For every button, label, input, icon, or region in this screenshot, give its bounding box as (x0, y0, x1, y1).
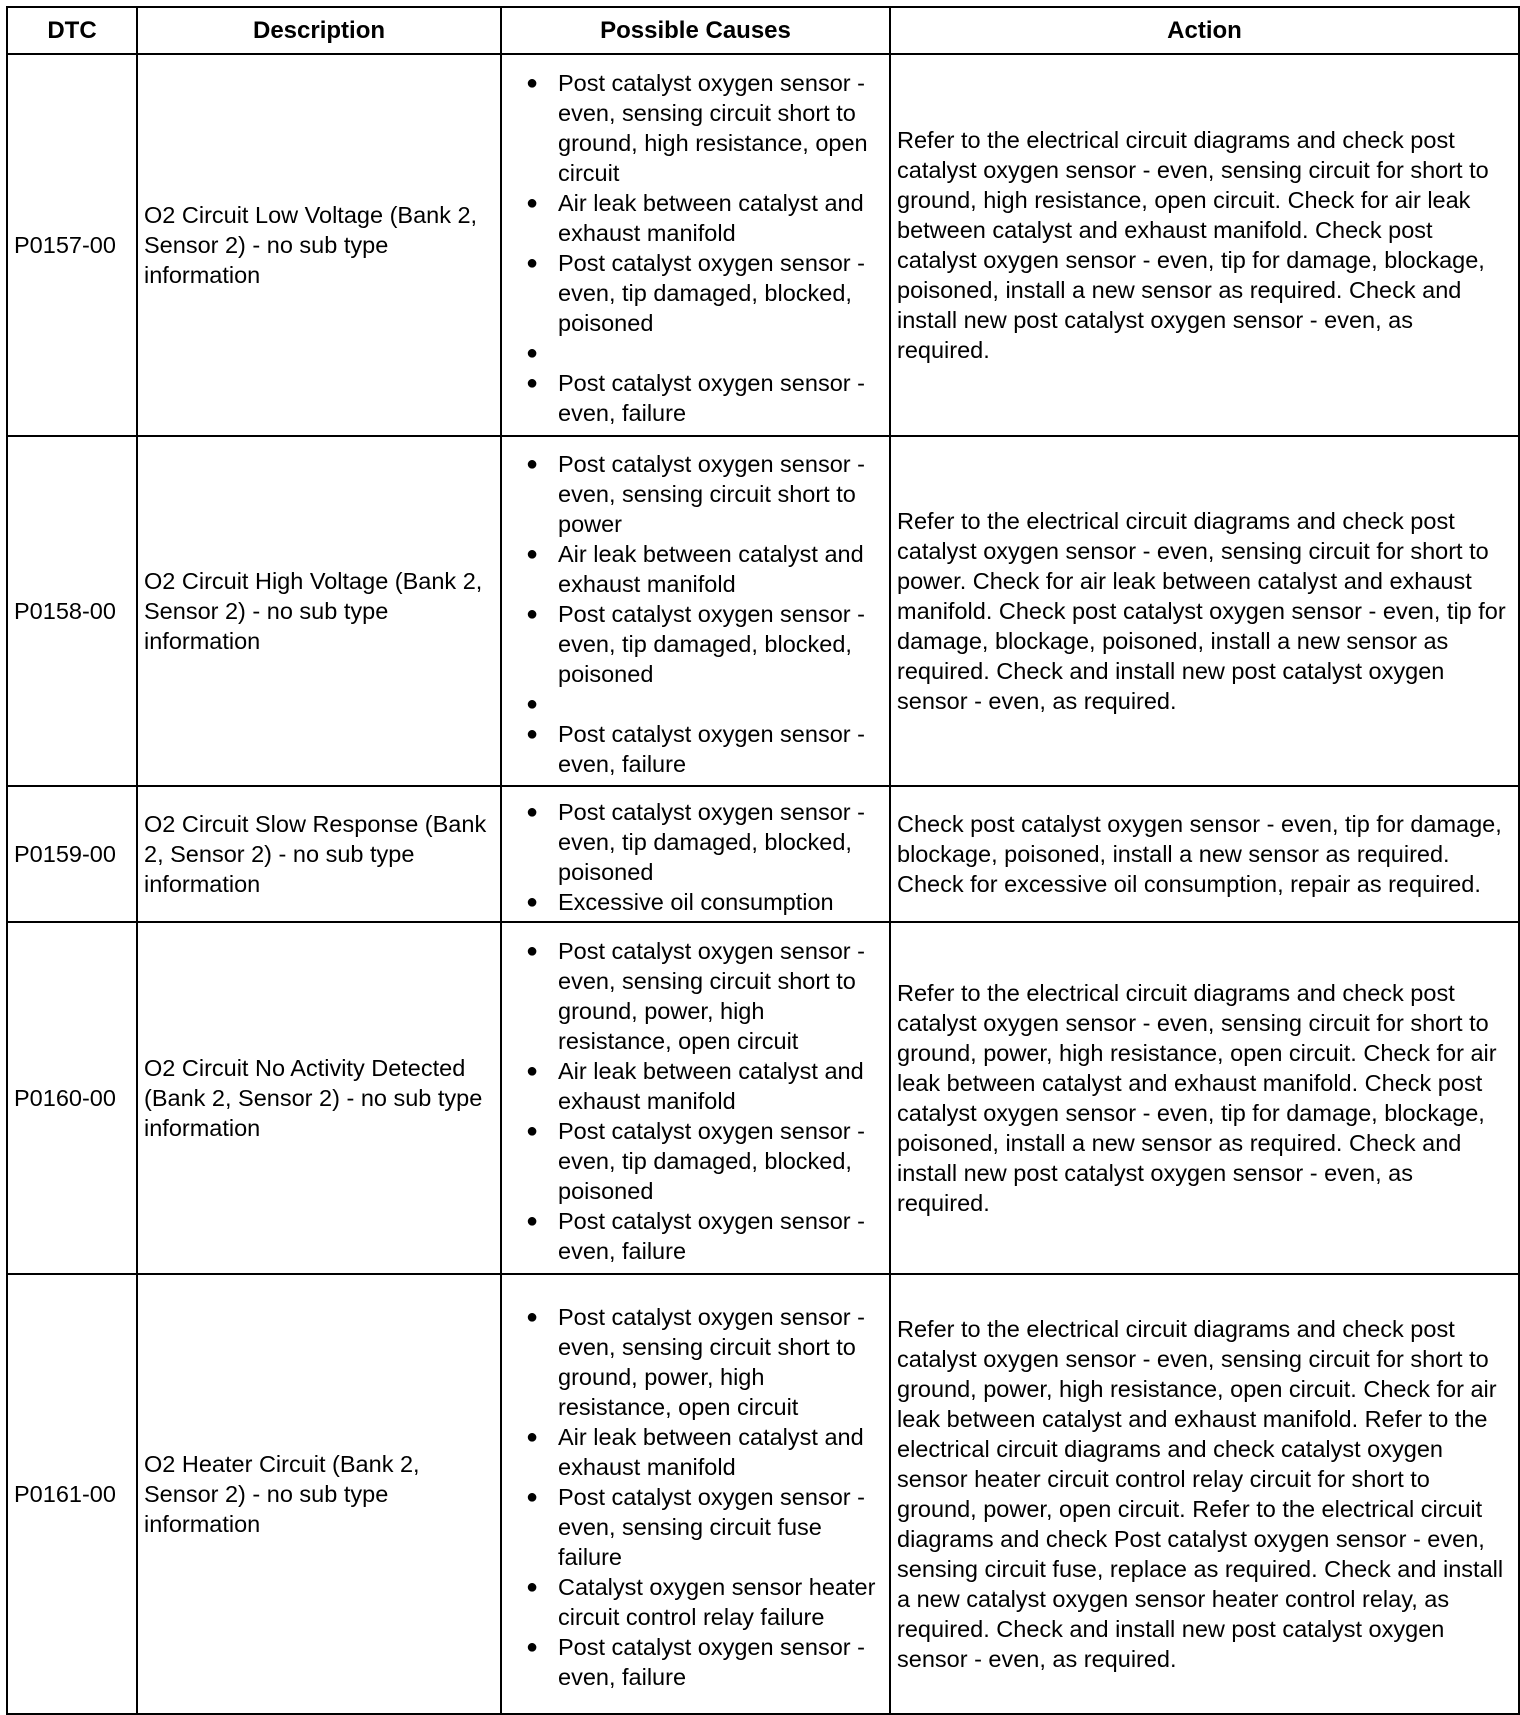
description-cell: O2 Circuit Slow Response (Bank 2, Sensor 2) - no sub type information (137, 786, 501, 922)
header-dtc: DTC (7, 7, 137, 54)
cause-item: ● Post catalyst oxygen sensor - even, tip damaged, blocked, poisoned (508, 797, 883, 887)
causes-list (508, 1294, 883, 1694)
dtc-code: P0160-00 (7, 922, 137, 1274)
causes-list (508, 60, 883, 430)
description-cell: O2 Circuit High Voltage (Bank 2, Sensor 2) - no sub type information (137, 436, 501, 786)
table-row (7, 786, 1519, 922)
dtc-code: P0158-00 (7, 436, 137, 786)
cause-item: ● Excessive oil consumption (508, 887, 883, 917)
table-row (7, 54, 1519, 436)
cause-item: ● Post catalyst oxygen sensor - even, failure (508, 719, 883, 779)
action-cell: Refer to the electrical circuit diagrams and check post catalyst oxygen sensor - even, sensing circuit for short to ground, power, high resistance, open circuit. Check for air leak between catalyst and exhaust manifold. Refer to the electrical circuit diagrams and check catalyst oxygen sensor heater circuit control relay circuit for short to ground, power, open circuit. Refer to the electrical circuit diagrams and check Post catalyst oxygen sensor - even, sensing circuit fuse, replace as required. Check and install a new catalyst oxygen sensor heater control relay, as required. Check and install new post catalyst oxygen sensor - even, as required. (890, 1274, 1519, 1714)
cause-item (508, 689, 883, 719)
cause-item (508, 338, 883, 368)
description-cell: O2 Heater Circuit (Bank 2, Sensor 2) - no sub type information (137, 1274, 501, 1714)
action-cell: Refer to the electrical circuit diagrams and check post catalyst oxygen sensor - even, sensing circuit for short to power. Check for air leak between catalyst and exhaust manifold. Check post catalyst oxygen sensor - even, tip for damage, blockage, poisoned, install a new sensor as required. Check and install new post catalyst oxygen sensor - even, as required. (890, 436, 1519, 786)
table-header (7, 7, 1519, 54)
header-row (7, 7, 1519, 54)
causes-cell (501, 1274, 890, 1714)
header-possible-causes: Possible Causes (501, 7, 890, 54)
cause-item: ● Post catalyst oxygen sensor - even, failure (508, 368, 883, 428)
cause-item: ● Post catalyst oxygen sensor - even, sensing circuit short to ground, power, high resistance, open circuit (508, 936, 883, 1056)
cause-item: ● Post catalyst oxygen sensor - even, sensing circuit short to ground, power, high resistance, open circuit (508, 1302, 883, 1422)
table-row (7, 436, 1519, 786)
cause-item: ● Post catalyst oxygen sensor - even, sensing circuit short to ground, high resistance, open circuit (508, 68, 883, 188)
cause-item: ● Post catalyst oxygen sensor - even, tip damaged, blocked, poisoned (508, 599, 883, 689)
table-row (7, 1274, 1519, 1714)
cause-item: ● Air leak between catalyst and exhaust manifold (508, 188, 883, 248)
cause-item: ● Air leak between catalyst and exhaust manifold (508, 1056, 883, 1116)
causes-cell (501, 786, 890, 922)
cause-item: ● Post catalyst oxygen sensor - even, sensing circuit short to power (508, 449, 883, 539)
header-description: Description (137, 7, 501, 54)
causes-cell (501, 436, 890, 786)
table-row (7, 922, 1519, 1274)
action-cell: Refer to the electrical circuit diagrams and check post catalyst oxygen sensor - even, sensing circuit for short to ground, high resistance, open circuit. Check for air leak between catalyst and exhaust manifold. Check post catalyst oxygen sensor - even, tip for damage, blockage, poisoned, install a new sensor as required. Check and install new post catalyst oxygen sensor - even, as required. (890, 54, 1519, 436)
cause-item: ● Post catalyst oxygen sensor - even, failure (508, 1206, 883, 1266)
cause-item: ● Air leak between catalyst and exhaust manifold (508, 1422, 883, 1482)
causes-list (508, 441, 883, 781)
cause-item: ● Post catalyst oxygen sensor - even, failure (508, 1632, 883, 1692)
dtc-table (6, 6, 1520, 1715)
cause-item: ● Post catalyst oxygen sensor - even, sensing circuit fuse failure (508, 1482, 883, 1572)
causes-cell (501, 922, 890, 1274)
dtc-code: P0161-00 (7, 1274, 137, 1714)
cause-item: ● Air leak between catalyst and exhaust manifold (508, 539, 883, 599)
cause-item: ● Post catalyst oxygen sensor - even, tip damaged, blocked, poisoned (508, 248, 883, 338)
table-body (7, 54, 1519, 1714)
action-cell: Refer to the electrical circuit diagrams and check post catalyst oxygen sensor - even, sensing circuit for short to ground, power, high resistance, open circuit. Check for air leak between catalyst and exhaust manifold. Check post catalyst oxygen sensor - even, tip for damage, blockage, poisoned, install a new sensor as required. Check and install new post catalyst oxygen sensor - even, as required. (890, 922, 1519, 1274)
causes-list (508, 789, 883, 919)
cause-item: ● Catalyst oxygen sensor heater circuit control relay failure (508, 1572, 883, 1632)
action-cell: Check post catalyst oxygen sensor - even, tip for damage, blockage, poisoned, install a new sensor as required. Check for excessive oil consumption, repair as required. (890, 786, 1519, 922)
cause-item: ● Post catalyst oxygen sensor - even, tip damaged, blocked, poisoned (508, 1116, 883, 1206)
causes-list (508, 928, 883, 1268)
description-cell: O2 Circuit No Activity Detected (Bank 2, Sensor 2) - no sub type information (137, 922, 501, 1274)
causes-cell (501, 54, 890, 436)
dtc-code: P0157-00 (7, 54, 137, 436)
description-cell: O2 Circuit Low Voltage (Bank 2, Sensor 2) - no sub type information (137, 54, 501, 436)
dtc-code: P0159-00 (7, 786, 137, 922)
header-action: Action (890, 7, 1519, 54)
